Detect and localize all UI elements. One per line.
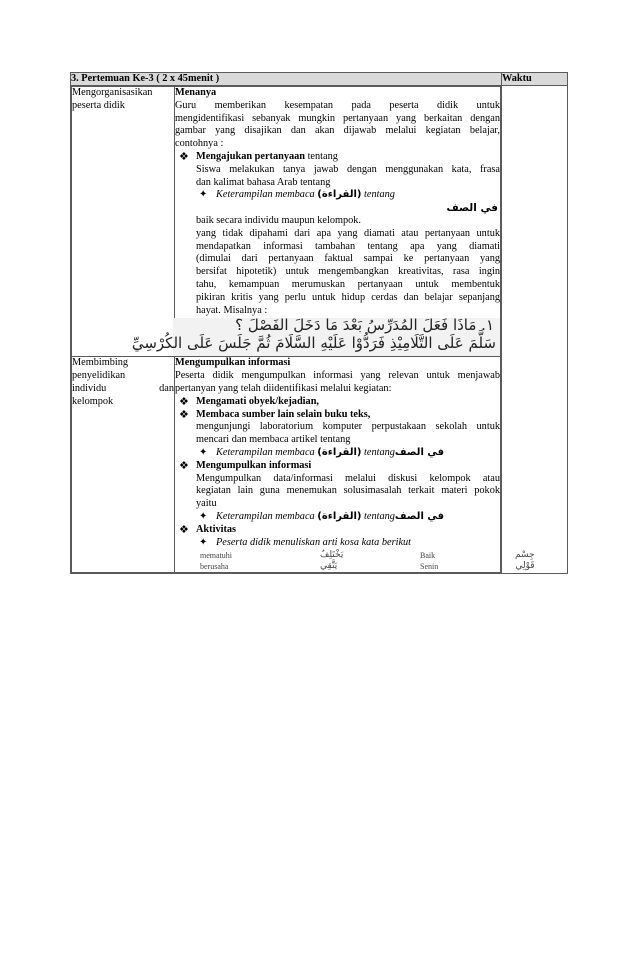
paragraph-line: baik secara individu maupun kelompok. — [196, 214, 361, 226]
paragraph-line: mengunjungi laboratorium komputer perpustakaan sekolah untuk — [196, 421, 500, 433]
sub-bullet-item — [175, 447, 500, 460]
sub-bullet-item — [175, 537, 500, 550]
bullet-item — [175, 396, 500, 409]
activity-row-menanya — [72, 87, 501, 357]
bullet-bold-text: Mengumpulkan informasi — [196, 459, 312, 471]
arabic-phrase: في الصف — [394, 446, 445, 458]
phase-label-word: individu — [72, 382, 107, 394]
paragraph-line: tahu, kemampuan merumuskan pertanyaan untuk membentuk — [196, 278, 500, 290]
star-bullet-icon: ✦ — [199, 446, 208, 458]
diamond-bullet-icon: ❖ — [179, 459, 189, 472]
diamond-bullet-icon: ❖ — [179, 150, 189, 163]
phase-label: Membimbing — [72, 357, 129, 369]
star-bullet-icon: ✦ — [199, 536, 208, 548]
sub-bullet-text: Keterampilan membaca — [216, 510, 315, 522]
diamond-bullet-icon: ❖ — [179, 408, 189, 421]
paragraph-line: hayat. Misalnya : — [196, 304, 268, 316]
sub-bullet-item — [175, 189, 500, 202]
bullet-bold-text: Aktivitas — [196, 523, 237, 535]
paragraph-line: Mengumpulkan data/informasi melalui diskusi kelompok atau — [196, 472, 500, 484]
bullet-item — [175, 524, 500, 537]
diamond-bullet-icon: ❖ — [179, 523, 189, 536]
vocabulary-image — [200, 550, 535, 572]
phase-label: penyelidikan — [72, 370, 126, 382]
sub-bullet-text: tentang — [364, 189, 395, 201]
arabic-question: ١. مَاذَا فَعَلَ المُدَرِّسُ بَعْدَ مَا دَخَلَ الفَصْلَ ؟ — [235, 316, 494, 335]
vocab-word: Baik — [420, 551, 436, 561]
phase-label-cell — [72, 357, 175, 573]
lesson-table — [70, 72, 568, 574]
arabic-example-image — [131, 316, 500, 356]
arabic-phrase: في الصف — [446, 202, 498, 215]
arabic-term: (القراءة) — [317, 446, 362, 458]
vocab-word: berusaha — [200, 562, 229, 572]
phase-label: kelompok — [72, 395, 114, 407]
paragraph-line: kegiatan lain guna menemukan solusimasalah terkait materi pokok — [196, 485, 500, 497]
paragraph-line: yang tidak dipahami dari apa yang diamati atau pertanyaan untuk — [196, 227, 500, 239]
sub-bullet-text: Keterampilan membaca — [216, 446, 315, 458]
phase-label-cell — [72, 87, 175, 357]
bullet-bold-text: Mengajukan pertanyaan — [196, 150, 305, 162]
bullet-item — [175, 409, 500, 422]
content-row — [71, 86, 568, 574]
phase-label — [72, 383, 174, 396]
vocab-word: mematuhi — [200, 551, 232, 561]
star-bullet-icon: ✦ — [199, 510, 208, 522]
paragraph-line: pertanyan yang telah diidentifikasi melalui kegiatan: — [175, 382, 392, 394]
activity-content-cell — [131, 87, 501, 357]
waktu-header: Waktu — [502, 73, 568, 86]
vocab-word: قَوْلِي — [515, 561, 535, 572]
paragraph-line: mencari dan membaca artikel tentang — [196, 434, 351, 446]
bullet-item — [175, 151, 500, 164]
paragraph-line: gambar yang disajikan dan akan dijawab melalui kegiatan belajar, — [175, 125, 500, 137]
arabic-phrase: في الصف — [394, 510, 445, 522]
paragraph-line: pikiran kritis yang perlu untuk hidup cerdas dan belajar sepanjang — [196, 291, 500, 303]
sub-bullet-text: Peserta didik menuliskan arti kosa kata berikut — [216, 536, 412, 548]
diamond-bullet-icon: ❖ — [179, 395, 189, 408]
bullet-text: tentang — [305, 150, 338, 162]
lesson-plan-page — [70, 72, 568, 574]
sub-bullet-text: tentang — [364, 510, 395, 522]
paragraph-line: yaitu — [196, 498, 217, 510]
meeting-title: 3. Pertemuan Ke-3 ( 2 x 45menit ) — [71, 73, 502, 86]
activity-content-cell — [175, 357, 535, 573]
phase-label-word: dan — [159, 382, 174, 394]
paragraph-line: bersifat hipotetik) untuk mengembangkan kreativitas, rasa ingin — [196, 266, 500, 278]
vocab-word: يَتَّقِي — [320, 561, 338, 572]
paragraph-line: contohnya : — [175, 138, 224, 150]
waktu-cell — [502, 86, 568, 574]
paragraph-line: mendapatkan informasi tambahan tentang apa yang diamati — [196, 240, 500, 252]
paragraph-line: Siswa melakukan tanya jawab dengan menggunakan kata, frasa — [196, 163, 500, 175]
phase-label: peserta didik — [72, 99, 125, 111]
bullet-item — [175, 460, 500, 473]
arabic-term: (القراءة) — [317, 189, 362, 201]
paragraph-line: Guru memberikan kesempatan pada peserta didik untuk — [175, 99, 500, 111]
vocab-word: يَخْتَلِفُ — [320, 550, 344, 561]
arabic-answer: سَلَّمَ عَلَى التَّلَامِيْذِ فَرَدُّوْا عَلَيْهِ السَّلَامَ ثُمَّ جَلَسَ عَلَى الكُرْسِيِّ — [131, 334, 496, 353]
section-heading: Menanya — [175, 87, 217, 98]
sub-bullet-item — [175, 511, 500, 524]
sub-bullet-text: tentang — [364, 446, 395, 458]
bullet-bold-text: Membaca sumber lain selain buku teks, — [196, 408, 371, 420]
vocab-word: Senin — [420, 562, 439, 572]
paragraph-line: Peserta didik mengumpulkan informasi yang relevan untuk menjawab — [175, 370, 500, 382]
star-bullet-icon: ✦ — [199, 189, 208, 201]
arabic-term: (القراءة) — [317, 510, 362, 522]
table-header-row — [71, 73, 568, 86]
paragraph-line: dan kalimat bahasa Arab tentang — [196, 176, 331, 188]
paragraph-line: mengidentifikasi sebanyak mungkin pertanyaan yang berkaitan dengan — [175, 112, 500, 124]
paragraph-line: (dimulai dari pertanyaan faktual sampai ke pertanyaan yang — [196, 253, 500, 265]
phase-label: Mengorganisasikan — [72, 87, 153, 98]
section-heading: Mengumpulkan informasi — [175, 357, 291, 369]
vocab-word: جِسْم — [515, 550, 535, 561]
activity-table — [71, 86, 535, 573]
activity-cell — [71, 86, 535, 574]
bullet-bold-text: Mengamati obyek/kejadian, — [196, 395, 319, 407]
activity-row-mengumpulkan — [72, 357, 501, 573]
sub-bullet-text: Keterampilan membaca — [216, 189, 315, 201]
